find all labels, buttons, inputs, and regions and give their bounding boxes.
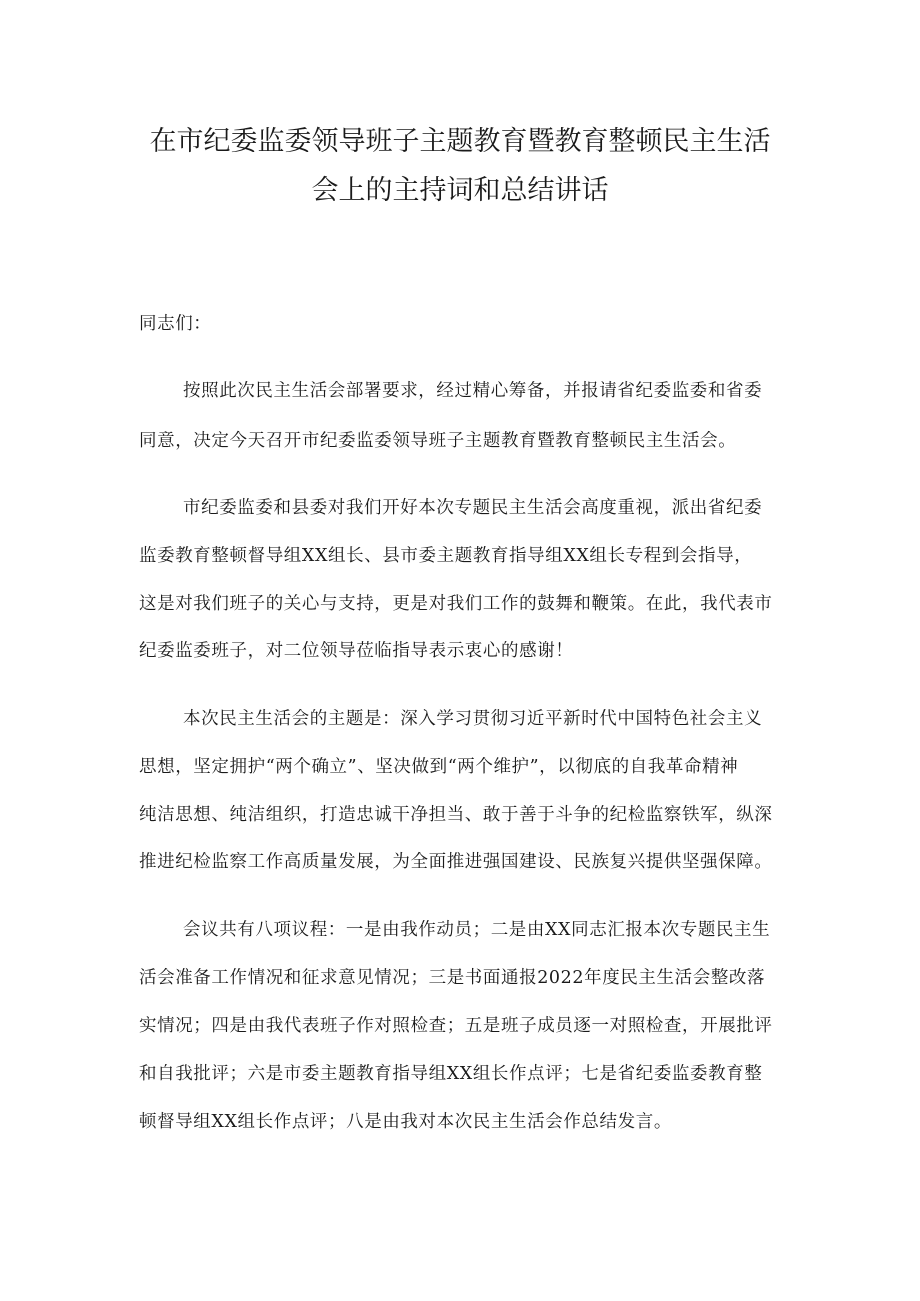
salutation: 同志们： [139,314,212,334]
paragraph-line: 按照此次民主生活会部署要求，经过精心筹备，并报请省纪委监委和省委 [183,381,763,401]
paragraph-line: 纪委监委班子，对二位领导莅临指导表示衷心的感谢！ [139,641,574,661]
paragraph-line: 纯洁思想、纯洁组织，打造忠诚干净担当、敢于善于斗争的纪检监察铁军，纵深 [139,805,773,825]
paragraph-line: 实情况；四是由我代表班子作对照检查；五是班子成员逐一对照检查，开展批评 [139,1016,773,1036]
paragraph-line: 本次民主生活会的主题是：深入学习贯彻习近平新时代中国特色社会主义 [183,709,763,729]
document-title-line-1: 在市纪委监委领导班子主题教育暨教育整顿民主生活 [149,126,771,157]
paragraph-line: 和自我批评；六是市委主题教育指导组XX组长作点评；七是省纪委监委教育整 [139,1064,763,1084]
paragraph-line: 这是对我们班子的关心与支持，更是对我们工作的鼓舞和鞭策。在此，我代表市 [139,594,773,614]
paragraph-line: 顿督导组XX组长作点评；八是由我对本次民主生活会作总结发言。 [139,1112,672,1132]
paragraph-line: 会议共有八项议程：一是由我作动员；二是由XX同志汇报本次专题民主生 [183,920,771,940]
document-title-line-2: 会上的主持词和总结讲话 [311,175,609,206]
paragraph-line: 监委教育整顿督导组XX组长、县市委主题教育指导组XX组长专程到会指导， [139,546,753,566]
paragraph-line: 推进纪检监察工作高质量发展，为全面推进强国建设、民族复兴提供坚强保障。 [139,852,773,872]
paragraph-line: 同意，决定今天召开市纪委监委领导班子主题教育暨教育整顿民主生活会。 [139,431,737,451]
paragraph-line: 市纪委监委和县委对我们开好本次专题民主生活会高度重视，派出省纪委 [183,498,763,518]
paragraph-line: 活会准备工作情况和征求意见情况；三是书面通报2022年度民主生活会整改落 [139,968,766,988]
paragraph-line: 思想，坚定拥护“两个确立”、坚决做到“两个维护”，以彻底的自我革命精神 [139,757,739,777]
